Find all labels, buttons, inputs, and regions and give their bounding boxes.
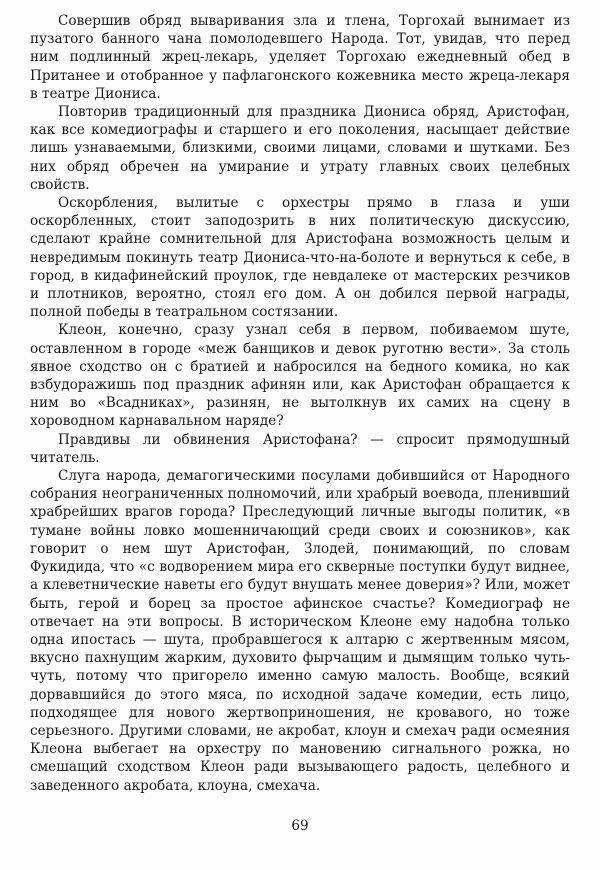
paragraph-5: Правдивы ли обвинения Аристофана? — спросит прямодушный читатель. [30,431,570,466]
paragraph-1: Совершив обряд вываривания зла и тлена, Торгохай вынимает из пузатого банного чана помолодевшего Народа. Тот, увидав, что перед ним подлинный жрец-лекарь, уделяет Торгохаю ежедневный обед в Пританее и отобранное у пафлагонского кожевника место жреца-лекаря в театре Диониса. [30,13,570,102]
paragraph-2: Повторив традиционный для праздника Диониса обряд, Аристофан, как все комедиографы и старшего и его поколения, насыщает действие лишь узнаваемыми, близкими, своими лицами, словами и шутками. Без них обряд обречен на умирание и утрату главных своих целебных свойств. [30,104,570,193]
paragraph-6: Слуга народа, демагогическими посулами добившийся от Народного собрания неограниченных полномочий, или храбрый воевода, пленивший храбрейших врагов города? Преследующий личные выгоды политик, «в тумане войны ловко мошенничающий среди своих и союзников», как говорит о нем шут Аристофан, Злодей, понимающий, по словам Фукидида, что «с водворением мира его скверные поступки будут виднее, а клеветнические наветы его будут внушать менее доверия»? Или, может быть, герой и борец за простое афинское счастье? Комедиограф не отвечает на эти вопросы. В историческом Клеоне ему надобна только одна ипостась — шута, пробравшегося к алтарю с жертвенным мясом, вкусно пахнущим жарким, духовито фырчащим и дымящим только чуть-чуть, потому что пригорело именно самую малость. Вообще, всякий дорвавшийся до этого мяса, по исходной задаче комедии, есть лицо, подходящее для нового жертвоприношения, не кровавого, но тоже серьезного. Другими словами, не акробат, клоун и смехач ради осмеяния Клеона выбегает на орхестру по мановению сигнального рожка, но смешащий сходством Клеон ради вызывающего радость, целебного и заведенного акробата, клоуна, смехача. [30,468,570,794]
paragraph-3: Оскорбления, вылитые с орхестры прямо в глаза и уши оскорбленных, стоит заподозрить в них политическую дискуссию, сделают крайне сомнительной для Аристофана возможность целым и невредимым покинуть театр Диониса-что-на-болоте и вернуться к себе, в город, в кидафинейский проулок, где невдалеке от мастерских резчиков и плотников, вероятно, стоял его дом. А он добился первой награды, полной победы в театральном состязании. [30,195,570,321]
paragraph-4: Клеон, конечно, сразу узнал себя в первом, побиваемом шуте, оставленном в городе «меж банщиков и девок руготню вести». За столь явное сходство он с братией и набросился на бедного комика, но как взбудоражишь под праздник афинян или, как Аристофан обращается к ним во «Всадниках», разинян, не вытолкнув их самих на сцену в хороводном карнавальном наряде? [30,322,570,430]
body-text [30,12,570,795]
page-number: 69 [291,818,309,834]
